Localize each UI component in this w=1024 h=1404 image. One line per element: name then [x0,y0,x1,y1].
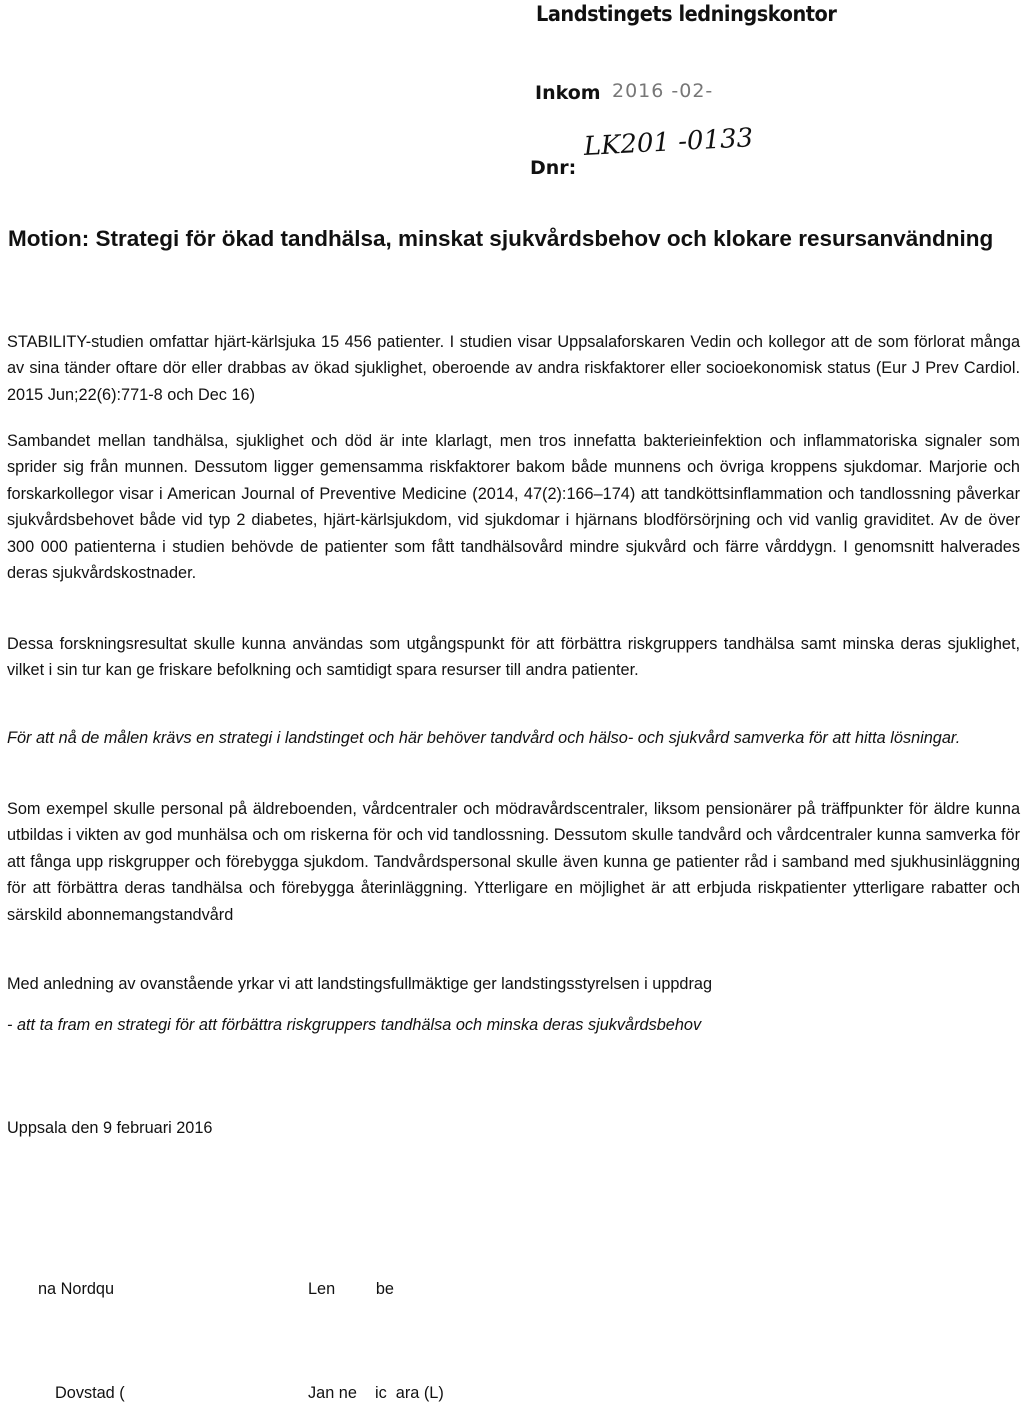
body-paragraph: Sambandet mellan tandhälsa, sjuklighet och död är inte klarlagt, men tros innefatta bakterieinfektion och inflammatoriska signaler som sprider sig från munnen. Dessutom ligger gemensamma riskfaktorer bakom både munnens och övriga kroppens sjukdomar. Marjorie och forskarkollegor visar i American Journal of Preventive Medicine (2014, 47(2):166–174) att tandköttsinflammation och tandlossning påverkar sjukvårdsbehovet både vid typ 2 diabetes, hjärt-kärlsjukdom, vid sjukdomar i hjärnans blodförsörjning och vid vanlig graviditet. Av de över 300 000 patienterna i studien behövde de patienter som fått tandhälsovård mindre sjukvård och färre vårddygn. I genomsnitt halverades deras sjukvårdskostnader. [7,432,1020,583]
signature-name: Len be [308,1280,394,1298]
motion-title: Motion: Strategi för ökad tandhälsa, minskat sjukvårdsbehov och klokare resursanvändning [8,226,994,251]
proposal-intro: Med anledning av ovanstående yrkar vi att landstingsfullmäktige ger landstingsstyrelsen i uppdrag [7,975,713,993]
body-paragraph-emphasis: För att nå de målen krävs en strategi i landstinget och här behöver tandvård och hälso- och sjukvård samverka för att hitta lösningar. [7,729,961,747]
proposal-item: - att ta fram en strategi för att förbättra riskgruppers tandhälsa och minska deras sjukvårdsbehov [7,1016,702,1034]
stamp-received-label: Inkom [535,82,601,104]
signature-name: na Nordqu [38,1280,115,1298]
body-paragraph: Som exempel skulle personal på äldreboenden, vårdcentraler och mödravårdscentraler, liksom pensionärer på träffpunkter för äldre kunna utbildas i vikten av god munhälsa och om riskerna för och vid tandlossning. Dessutom skulle tandvård och vårdcentraler kunna samverka för att fånga upp riskgrupper och förebygga sjukdom. Tandvårdspersonal skulle även kunna ge patienter råd i samband med sjukhusinläggning för att förbättra deras tandhälsa och förebygga återinläggning. Ytterligare en möjlighet är att erbjuda riskpatienter ytterligare rabatter och särskild abonnemangstandvård [7,800,1020,924]
stamp-registration-number: LK201 -0133 [583,123,754,162]
body-paragraph: Dessa forskningsresultat skulle kunna användas som utgångspunkt för att förbättra riskgruppers tandhälsa samt minska deras sjuklighet, vilket i sin tur kan ge friskare befolkning och samtidigt spara resurser till andra patienter. [7,635,1020,680]
signature-name: Dovstad ( [55,1384,125,1402]
body-paragraph: STABILITY-studien omfattar hjärt-kärlsjuka 15 456 patienter. I studien visar Uppsalaforskaren Vedin och kollegor att de som förlorat många av sina tänder oftare dör eller drabbas av ökad sjuklighet, oberoende av andra riskfaktorer eller socioekonomisk status (Eur J Prev Cardiol. 2015 Jun;22(6):771-8 och Dec 16) [7,333,1020,404]
stamp-registration-label: Dnr: [530,157,577,179]
signature-name: Jan ne ic ara (L) [308,1384,444,1402]
place-and-date: Uppsala den 9 februari 2016 [7,1119,213,1137]
stamp-received-date: 2016 -02- [612,80,714,102]
stamp-organization: Landstingets ledningskontor [536,2,837,26]
